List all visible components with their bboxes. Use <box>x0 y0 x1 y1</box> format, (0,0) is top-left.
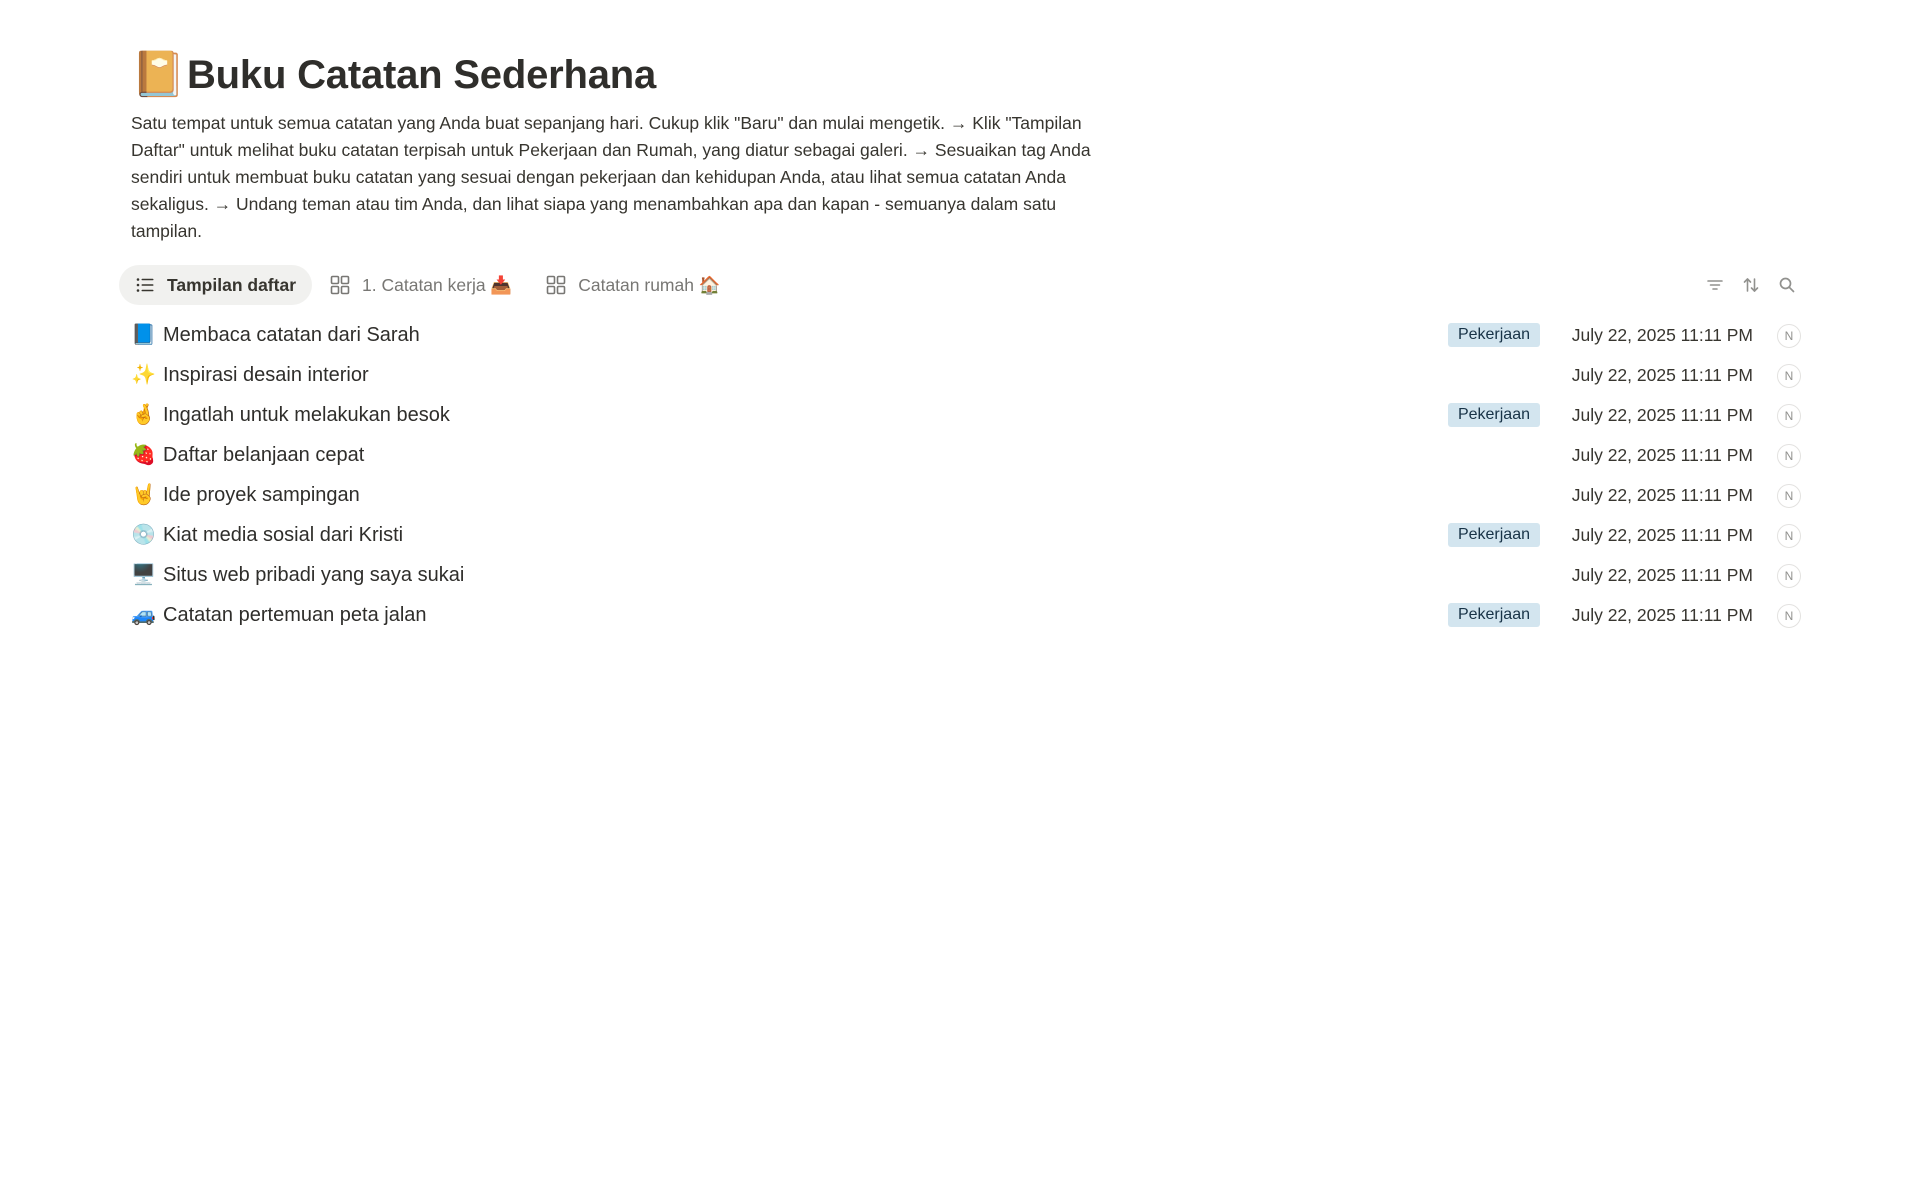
crossed-fingers-icon: 🤞 <box>131 404 156 426</box>
avatar[interactable]: N <box>1777 324 1801 348</box>
tag-badge: Pekerjaan <box>1448 323 1540 347</box>
list-item[interactable] <box>131 435 1801 475</box>
tab-catatan-kerja[interactable] <box>314 265 528 305</box>
car-icon: 🚙 <box>131 604 156 626</box>
avatar[interactable]: N <box>1777 564 1801 588</box>
note-title[interactable]: Inspirasi desain interior <box>163 363 369 386</box>
disc-icon: 💿 <box>131 524 156 546</box>
database-views-bar <box>119 265 1801 305</box>
note-title[interactable]: Ide proyek sampingan <box>163 483 360 506</box>
avatar[interactable]: N <box>1777 524 1801 548</box>
avatar[interactable]: N <box>1777 444 1801 468</box>
notebook-page <box>131 46 1801 635</box>
avatar[interactable]: N <box>1777 484 1801 508</box>
avatar[interactable]: N <box>1777 404 1801 428</box>
tab-catatan-rumah[interactable] <box>530 265 736 305</box>
book-icon: 📘 <box>131 324 156 346</box>
tab-label: Tampilan daftar <box>167 274 297 295</box>
note-title[interactable]: Ingatlah untuk melakukan besok <box>163 403 450 426</box>
tag-badge: Pekerjaan <box>1448 603 1540 627</box>
list-icon <box>135 275 155 295</box>
view-toolbar <box>1693 265 1801 305</box>
tab-label: 1. Catatan kerja 📥 <box>362 274 513 295</box>
list-item[interactable] <box>131 555 1801 595</box>
list-item[interactable] <box>131 395 1801 435</box>
tag-badge: Pekerjaan <box>1448 403 1540 427</box>
list-item[interactable] <box>131 515 1801 555</box>
note-title[interactable]: Membaca catatan dari Sarah <box>163 323 420 346</box>
created-date: July 22, 2025 11:11 PM <box>1571 525 1753 545</box>
created-date: July 22, 2025 11:11 PM <box>1571 405 1753 425</box>
avatar[interactable]: N <box>1777 364 1801 388</box>
note-title[interactable]: Catatan pertemuan peta jalan <box>163 603 427 626</box>
page-description[interactable]: Satu tempat untuk semua catatan yang Anda buat sepanjang hari. Cukup klik "Baru" dan mulai mengetik. → Klik "Tampilan Daftar" untuk melihat buku catatan terpisah untuk Pekerjaan dan Rumah, yang diatur sebagai galeri. → Sesuaikan tag Anda sendiri untuk membuat buku catatan yang sesuai dengan pekerjaan dan kehidupan Anda, atau lihat semua catatan Anda sekaligus. → Undang teman atau tim Anda, dan lihat siapa yang menambahkan apa dan kapan - semuanya dalam satu tampilan. <box>131 113 1091 241</box>
list-item[interactable] <box>131 475 1801 515</box>
tab-label: Catatan rumah 🏠 <box>578 274 721 295</box>
tag-badge: Pekerjaan <box>1448 523 1540 547</box>
search-icon[interactable] <box>1773 271 1801 299</box>
created-date: July 22, 2025 11:11 PM <box>1571 445 1753 465</box>
rock-hand-icon: 🤘 <box>131 484 156 506</box>
filter-icon[interactable] <box>1701 271 1729 299</box>
tab-tampilan-daftar[interactable] <box>119 265 312 305</box>
note-title[interactable]: Kiat media sosial dari Kristi <box>163 523 404 546</box>
gallery-icon <box>330 275 350 295</box>
notebook-icon[interactable]: 📔 <box>131 50 186 99</box>
page-header <box>131 46 1801 104</box>
notes-list <box>131 315 1801 635</box>
strawberry-icon: 🍓 <box>131 444 156 466</box>
desktop-computer-icon: 🖥️ <box>131 564 156 586</box>
note-title[interactable]: Daftar belanjaan cepat <box>163 443 365 466</box>
created-date: July 22, 2025 11:11 PM <box>1571 325 1753 345</box>
gallery-icon <box>546 275 566 295</box>
sparkles-icon: ✨ <box>131 364 156 386</box>
avatar[interactable]: N <box>1777 604 1801 628</box>
created-date: July 22, 2025 11:11 PM <box>1571 365 1753 385</box>
sort-icon[interactable] <box>1737 271 1765 299</box>
created-date: July 22, 2025 11:11 PM <box>1571 565 1753 585</box>
page-title[interactable]: Buku Catatan Sederhana <box>187 53 657 97</box>
note-title[interactable]: Situs web pribadi yang saya sukai <box>163 563 465 586</box>
list-item[interactable] <box>131 315 1801 355</box>
created-date: July 22, 2025 11:11 PM <box>1571 485 1753 505</box>
list-item[interactable] <box>131 355 1801 395</box>
list-item[interactable] <box>131 595 1801 635</box>
created-date: July 22, 2025 11:11 PM <box>1571 605 1753 625</box>
